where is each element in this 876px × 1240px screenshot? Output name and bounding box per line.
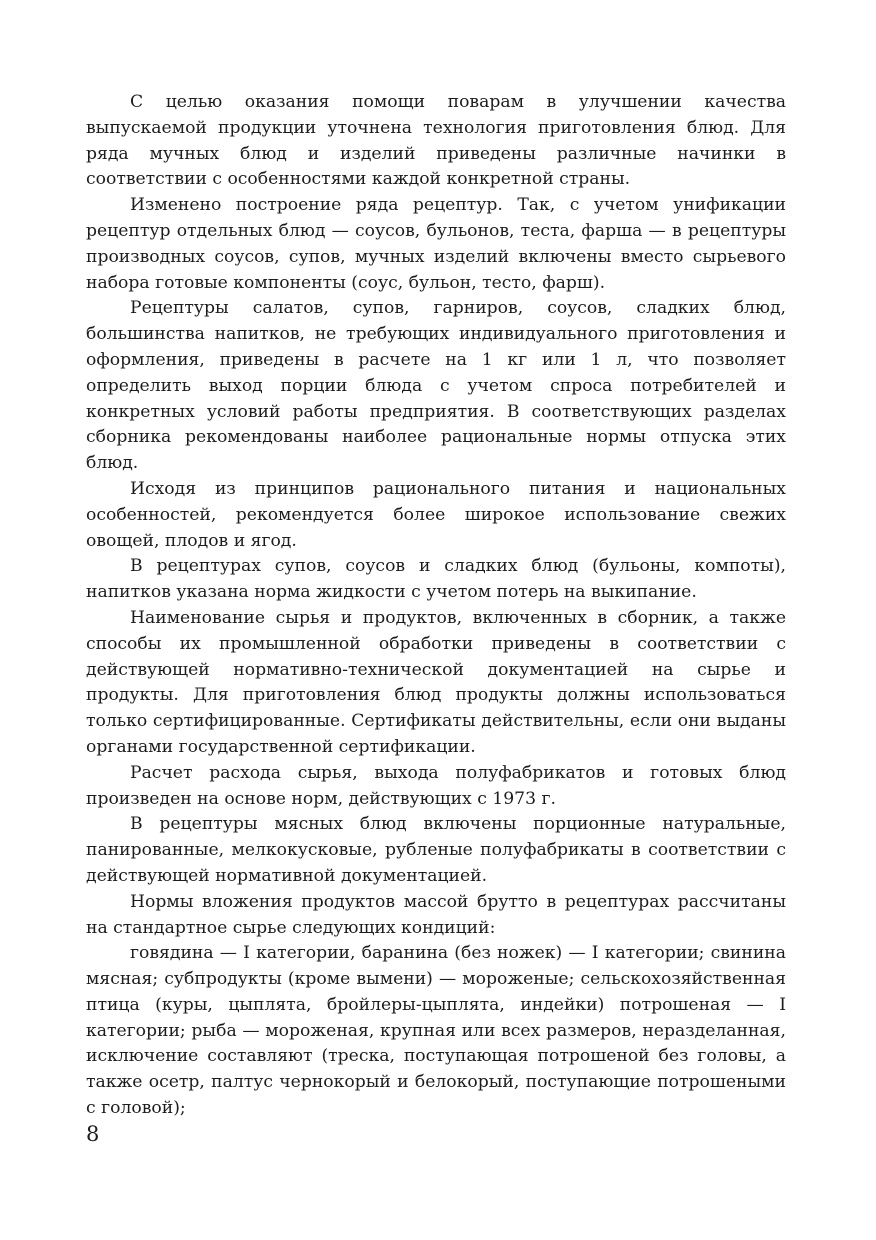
paragraph-1: С целью оказания помощи поварам в улучшении качества выпускаемой продукции уточнена технология приготовления блюд. Для ряда мучных блюд и изделий приведены различные начинки в соответствии с особенностями каждой конкретной страны. bbox=[86, 92, 786, 190]
paragraph-10: говядина — I категории, баранина (без ножек) — I категории; свинина мясная; субпродукты (кроме вымени) — мороженые; сельскохозяйственная птица (куры, цыплята, бройлеры-цыплята, индейки) потрошеная — I категории; рыба — мороженая, крупная или всех размеров, неразделанная, исключение составляют (треска, поступающая потрошеной без головы, а также осетр, палтус чернокорый и белокорый, поступающие потрошеными с головой); bbox=[86, 943, 786, 1119]
paragraph-2: Изменено построение ряда рецептур. Так, с учетом унификации рецептур отдельных блюд — соусов, бульонов, теста, фарша — в рецептуры производных соусов, супов, мучных изделий включены вместо сырьевого набора готовые компоненты (соус, бульон, тесто, фарш). bbox=[86, 195, 786, 293]
paragraph-6: Наименование сырья и продуктов, включенных в сборник, а также способы их промышленной обработки приведены в соответствии с действующей нормативно-технической документацией на сырье и продукты. Для приготовления блюд продукты должны использоваться только сертифицированные. Сертификаты действительны, если они выданы органами государственной сертификации. bbox=[86, 607, 786, 757]
paragraph-3: Рецептуры салатов, супов, гарниров, соусов, сладких блюд, большинства напитков, не требующих индивидуального приготовления и оформления, приведены в расчете на 1 кг или 1 л, что позволяет определить выход порции блюда с учетом спроса потребителей и конкретных условий работы предприятия. В соответствующих разделах сборника рекомендованы наиболее рациональные нормы отпуска этих блюд. bbox=[86, 298, 786, 474]
page-number: 8 bbox=[86, 1122, 100, 1146]
paragraph-4: Исходя из принципов рационального питания и национальных особенностей, рекомендуется более широкое использование свежих овощей, плодов и ягод. bbox=[86, 478, 786, 551]
page-body bbox=[86, 90, 786, 1122]
paragraph-7: Расчет расхода сырья, выхода полуфабрикатов и готовых блюд произведен на основе норм, действующих с 1973 г. bbox=[86, 762, 786, 809]
paragraph-8: В рецептуры мясных блюд включены порционные натуральные, панированные, мелкокусковые, рубленые полуфабрикаты в соответствии с действующей нормативной документацией. bbox=[86, 814, 786, 886]
paragraph-9: Нормы вложения продуктов массой брутто в рецептурах рассчитаны на стандартное сырье следующих кондиций: bbox=[86, 891, 786, 938]
paragraph-5: В рецептурах супов, соусов и сладких блюд (бульоны, компоты), напитков указана норма жидкости с учетом потерь на выкипание. bbox=[86, 556, 786, 603]
